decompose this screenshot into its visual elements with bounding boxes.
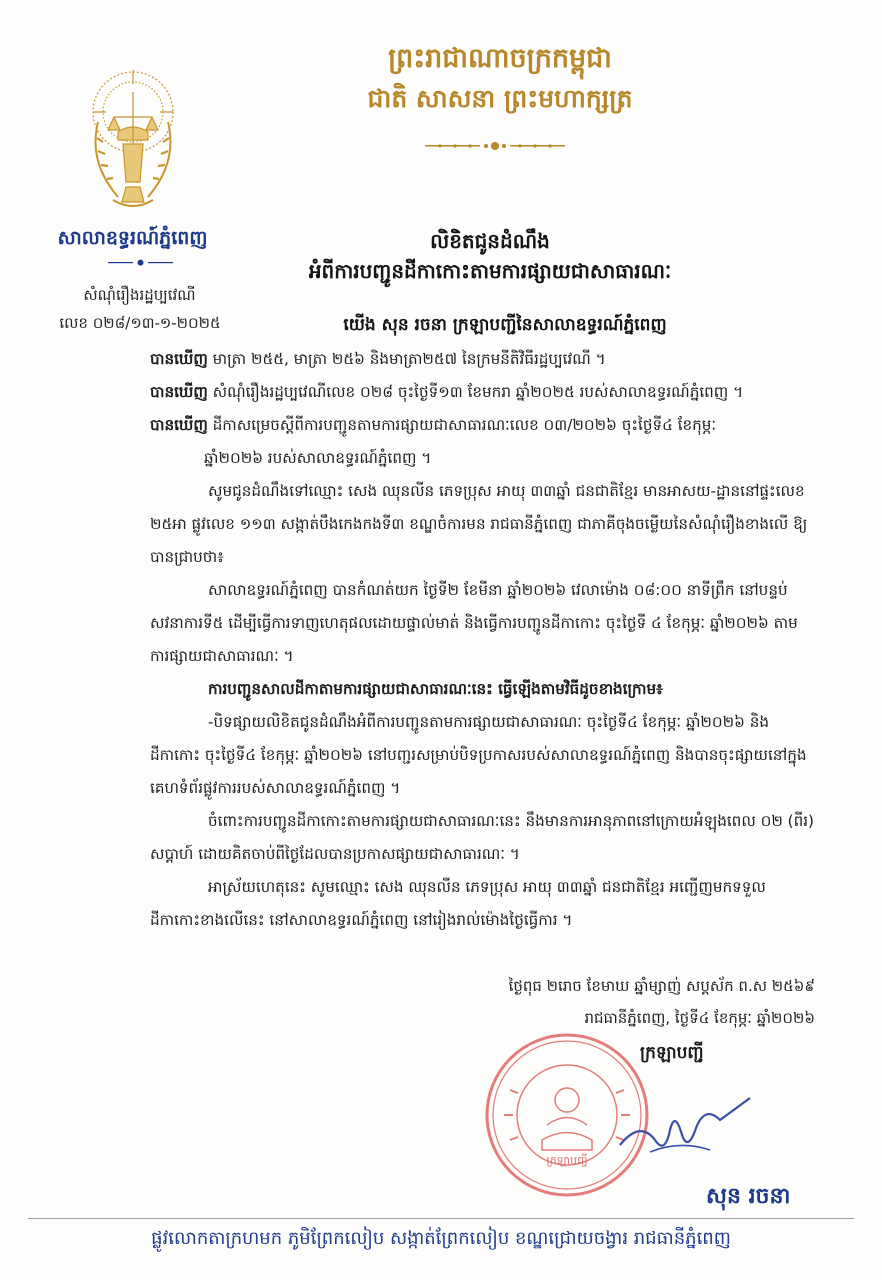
signature-icon [610, 1090, 760, 1170]
case-number: លេខ ០២៨/១៣-១-២០២៥ [59, 314, 221, 332]
reference-paragraph [150, 376, 815, 409]
kingdom-heading [300, 40, 700, 118]
hearing-paragraph: សាលាឧទ្ធរណ៍ភ្នំពេញ បានកំណត់យក ថ្ងៃទី២ ខែមីនា ឆ្នាំ២០២៦ វេលាម៉ោង ០៨:០០ នាទីព្រឹក នៅបន្ទប់សវនាការទី៥ ដើម្បីធ្វើការទាញហេតុផលដោយផ្ទាល់មាត់ និងធ្វើការបញ្ជូនដីកាកោះ ចុះថ្ងៃទី ៤ ខែកុម្ភៈ ឆ្នាំ២០២៦ តាមការផ្សាយជាសាធារណៈ ។ [150, 581, 798, 665]
reference-text: មាត្រា ២៥៥, មាត្រា ២៥៦ និងមាត្រា២៥៧ នៃក្រមនីតិវិធីរដ្ឋប្បវេណី ។ [207, 350, 606, 368]
court-address: ផ្លូវលោកតាក្រហមក ភូមិព្រែកលៀប សង្កាត់ព្រែកលៀប ខណ្ឌជ្រោយចង្វារ រាជធានីភ្នំពេញ [151, 1228, 731, 1249]
posting-paragraph: -បិទផ្សាយលិខិតជូនដំណឹងអំពីការបញ្ជូនតាមការផ្សាយជាសាធារណៈ ចុះថ្ងៃទី៤ ខែកុម្ភៈ ឆ្នាំ២០២៦ និងដីកាកោះ ចុះថ្ងៃទី៤ ខែកុម្ភៈ ឆ្នាំ២០២៦ នៅបញ្ជរសម្រាប់បិទប្រកាសរបស់សាលាឧទ្ធរណ៍ភ្នំពេញ និងបានចុះផ្សាយនៅក្នុងគេហទំព័រផ្លូវការរបស់សាលាឧទ្ធរណ៍ភ្នំពេញ ។ [150, 713, 807, 797]
summons-paragraph: អាស្រ័យហេតុនេះ សូមឈ្មោះ សេង ឈុនលីន ភេទប្រុស អាយុ ៣៣ឆ្នាំ ជនជាតិខ្មែរ អញ្ជើញមកទទួលដីកាកោះខាងលើនេះ នៅសាលាឧទ្ធរណ៍ភ្នំពេញ នៅរៀងរាល់ម៉ោងថ្ងៃធ្វើការ ។ [150, 878, 766, 929]
notice-paragraph: សូមជូនដំណឹងទៅឈ្មោះ សេង ឈុនលីន ភេទប្រុស អាយុ ៣៣ឆ្នាំ ជនជាតិខ្មែរ មានអាសយ-ដ្ឋាននៅផ្ទះលេខ ២៥អា ផ្លូវលេខ ១១៣ សង្កាត់បឹងកេងកងទី៣ ខណ្ឌចំការមន រាជធានីភ្នំពេញ ជាភាគីចុងចម្លើយនៃសំណុំរឿងខាងលើ ឱ្យបានជ្រាបថា៖ [150, 482, 808, 566]
date-place: រាជធានីភ្នំពេញ, ថ្ងៃទី៤ ខែកុម្ភៈ ឆ្នាំ២០២៦ [584, 1009, 815, 1027]
date-block [470, 970, 815, 1034]
ornament-divider-icon [420, 138, 570, 154]
court-ornament-icon [108, 258, 173, 268]
reference-continuation: ឆ្នាំ២០២៦ របស់សាលាឧទ្ធរណ៍ភ្នំពេញ ។ [204, 449, 432, 467]
document-subtitle: អំពីការបញ្ជូនដីកាកោះតាមការផ្សាយជាសាធារណៈ [308, 259, 672, 283]
kingdom-name: ព្រះរាជាណាចក្រកម្ពុជា [388, 43, 612, 74]
document-title: លិខិតជូនដំណឹង [430, 229, 550, 253]
reference-text: ដីកាសម្រេចស្ដីពីការបញ្ជូនតាមការផ្សាយជាសាធារណៈលេខ ០៣/២០២៦ ចុះថ្ងៃទី៤ ខែកុម្ភៈ [207, 416, 717, 434]
court-name: សាលាឧទ្ធរណ៍ភ្នំពេញ [57, 227, 208, 249]
reference-text: សំណុំរឿងរដ្ឋប្បវេណីលេខ ០២៨ ចុះថ្ងៃទី១៣ ខែមករា ឆ្នាំ២០២៥ របស់សាលាឧទ្ធរណ៍ភ្នំពេញ ។ [207, 383, 744, 401]
reference-key: បានឃើញ [150, 383, 208, 401]
footer-divider [28, 1218, 854, 1219]
reference-key: បានឃើញ [150, 350, 208, 368]
procedure-heading: ការបញ្ជូនសាលដីកាតាមការផ្សាយជាសាធារណៈនេះ ធ្វើឡើងតាមវិធីដូចខាងក្រោម៖ [208, 680, 663, 698]
effect-paragraph: ចំពោះការបញ្ជូនដីកាកោះតាមការផ្សាយជាសាធារណៈនេះ នឹងមានការអានុភាពនៅក្រោយអំឡុងពេល ០២ (ពីរ) សប្ដាហ៍ ដោយគិតចាប់ពីថ្ងៃដែលបានប្រកាសផ្សាយជាសាធារណៈ ។ [150, 812, 814, 863]
national-motto: ជាតិ សាសនា ព្រះមហាក្សត្រ [367, 84, 633, 113]
lunar-date: ថ្ងៃពុធ ២រោច ខែមាឃ ឆ្នាំម្សាញ់ សប្តស័ក ព.ស ២៥៦៩ [508, 977, 815, 995]
court-emblem-icon [78, 62, 188, 222]
reference-paragraph [150, 409, 815, 442]
reference-paragraph [150, 343, 815, 376]
signer-name: សុន រចនា [706, 1183, 791, 1209]
seal-text: ក្រឡាបញ្ជី [546, 1154, 588, 1167]
issuer-line: យើង សុន រចនា ក្រឡាបញ្ជីនៃសាលាឧទ្ធរណ៍ភ្នំពេញ [343, 315, 667, 335]
reference-key: បានឃើញ [150, 416, 208, 434]
document-body [150, 343, 815, 937]
case-label: សំណុំរឿងរដ្ឋប្បវេណី [83, 286, 196, 304]
signatory-title: ក្រឡាបញ្ជី [640, 1043, 704, 1063]
